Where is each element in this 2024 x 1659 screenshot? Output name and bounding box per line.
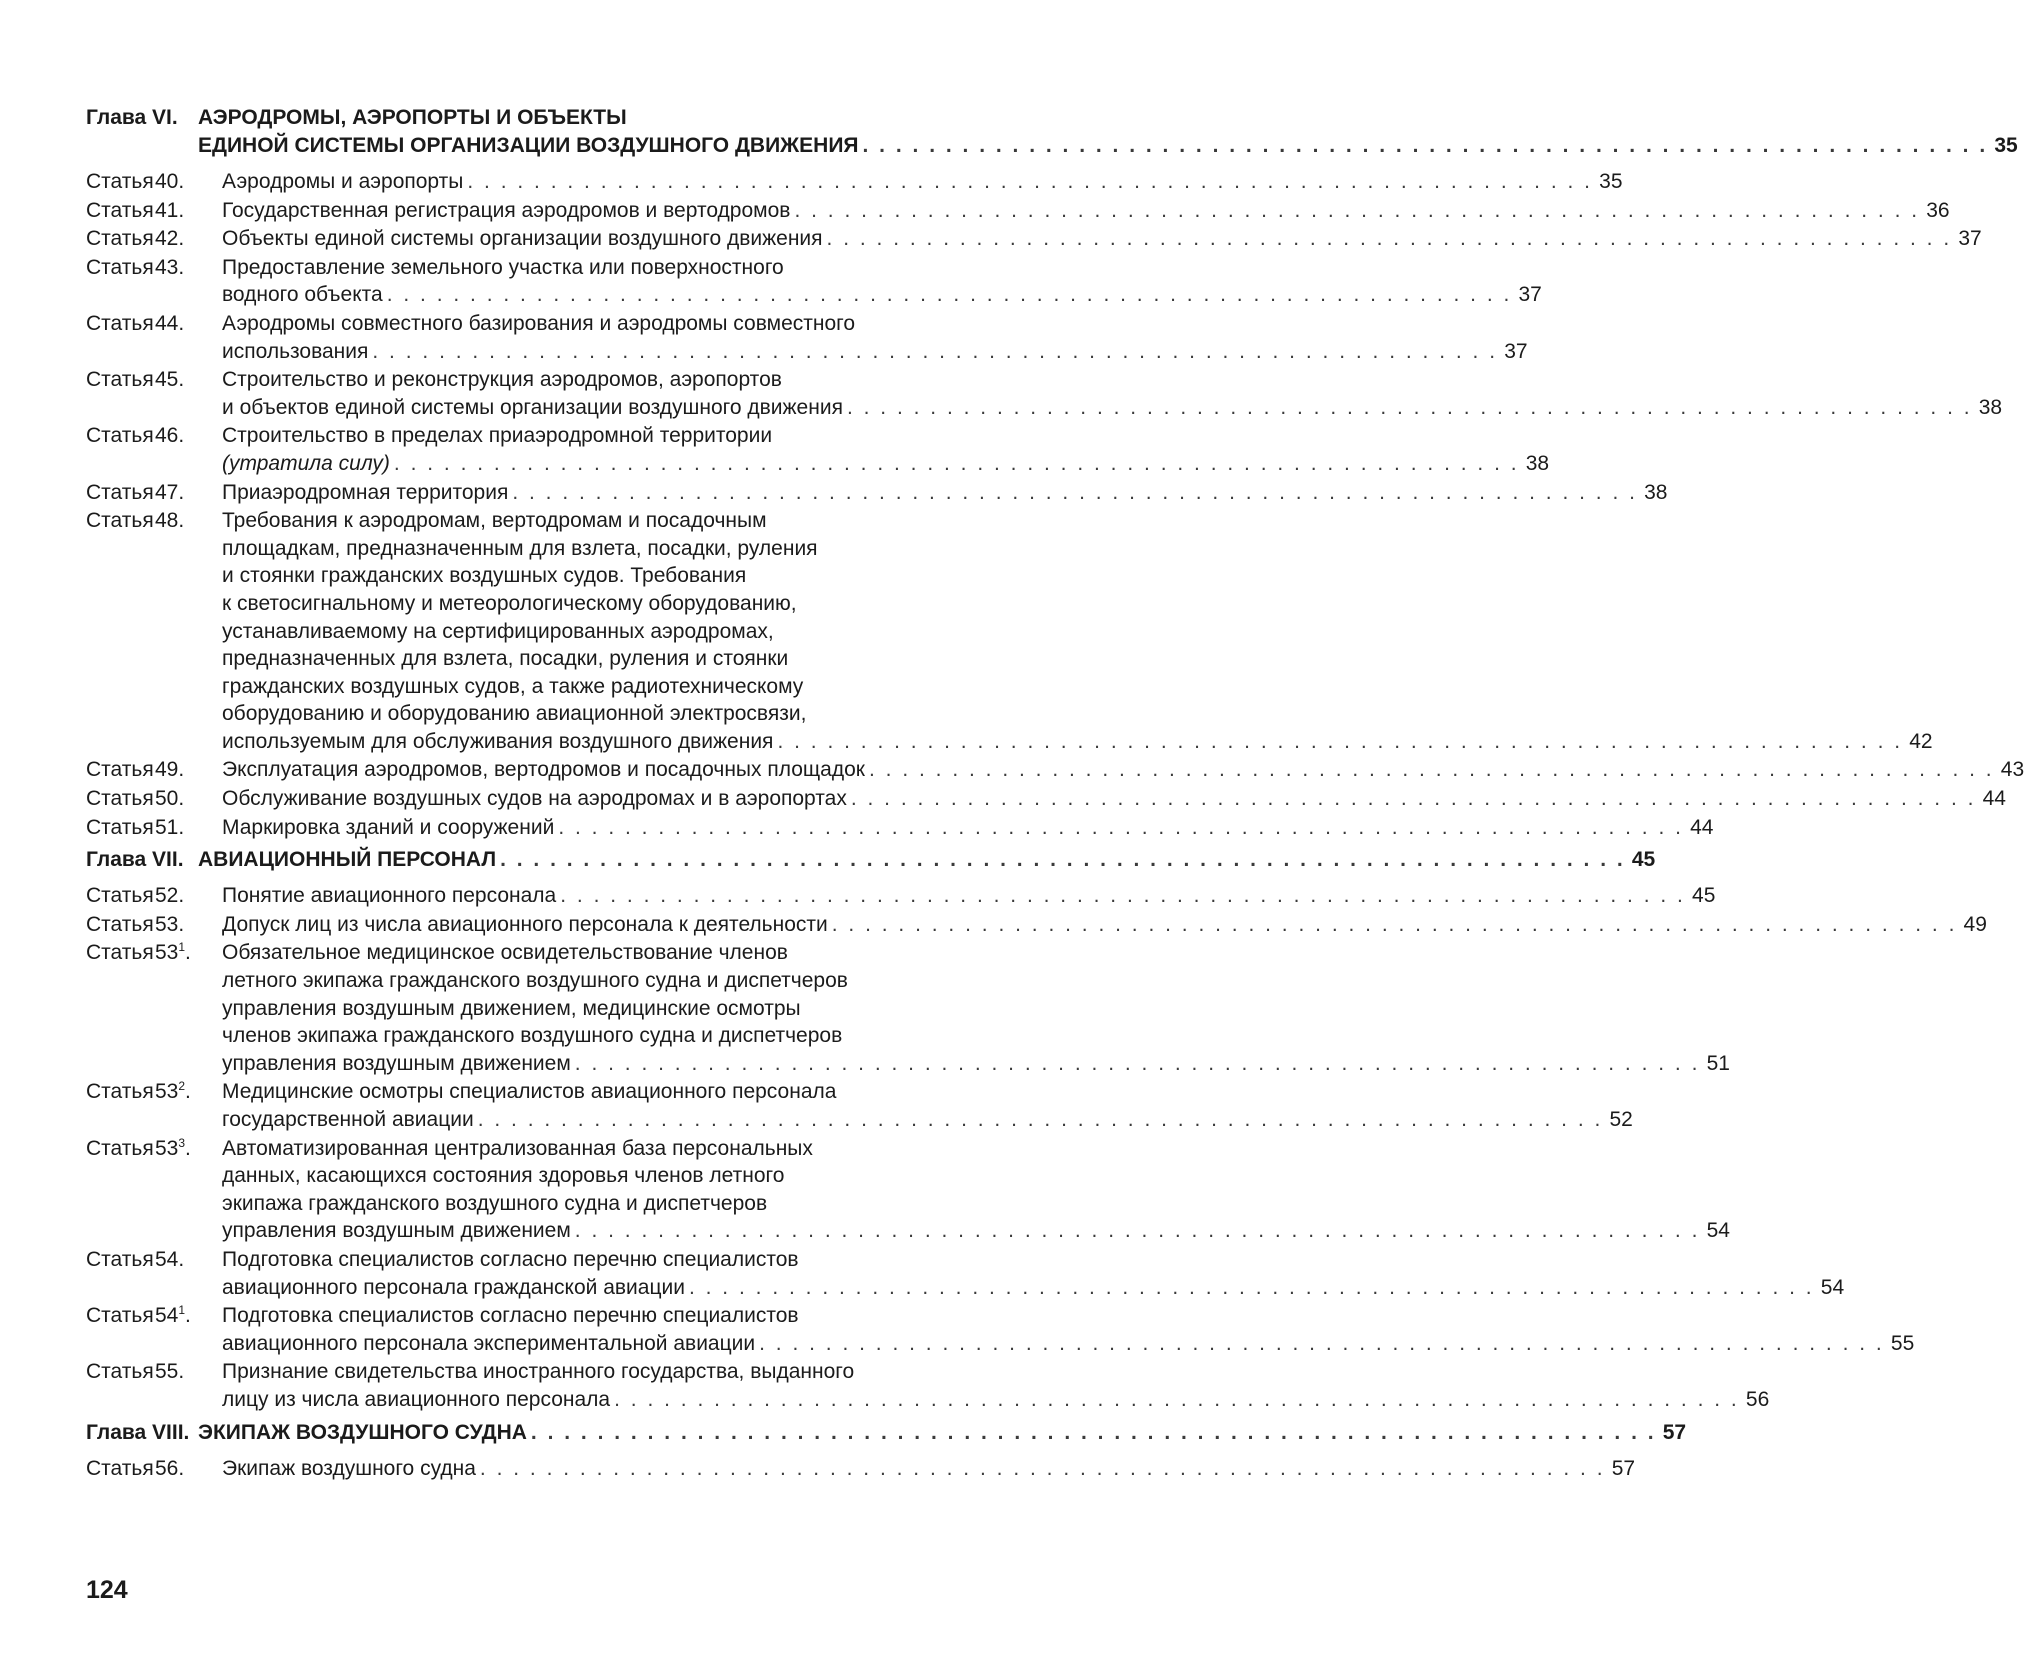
dot-leader: . . . . . . . . . . . . . . . . . . . . . . . . . . . . . . . . . . . . . . . . . . . . . . . . . . . . . . . . . . . . . . . . . . . .	[500, 848, 1626, 872]
article-label	[86, 756, 222, 784]
article-title	[222, 1358, 1769, 1413]
page-reference[interactable]: 37	[1504, 339, 1528, 363]
article-label	[86, 785, 222, 813]
toc-entry[interactable]	[86, 756, 2024, 784]
title-line: Маркировка зданий и сооружений	[222, 815, 555, 839]
article-title	[222, 814, 1713, 842]
article-title	[222, 254, 1542, 309]
chapter-title	[198, 1419, 1686, 1447]
title-line: государственной авиации	[222, 1108, 474, 1131]
title-last-line	[198, 846, 1655, 874]
title-line: экипажа гражданского воздушного судна и диспетчеров	[222, 1191, 768, 1215]
article-label	[86, 422, 222, 450]
title-last-line	[222, 1455, 1635, 1483]
toc-entry[interactable]	[86, 882, 1716, 910]
page-reference[interactable]: 54	[1820, 1275, 1845, 1299]
article-word: Статья	[86, 787, 154, 811]
title-last-line	[222, 728, 1933, 756]
title-line: управления воздушным движением	[222, 1051, 571, 1075]
page-reference[interactable]: 37	[1958, 227, 1982, 251]
article-label	[86, 939, 222, 967]
title-line: Объекты единой системы организации воздушного движения	[222, 227, 823, 251]
title-line: водного объекта	[222, 283, 383, 307]
title-line: управления воздушным движением, медицинские осмотры	[222, 996, 801, 1020]
table-of-contents	[86, 104, 2024, 1483]
title-line: и стоянки гражданских воздушных судов. Требования	[222, 564, 747, 588]
article-title	[222, 939, 1730, 1077]
article-label	[86, 882, 222, 910]
toc-entry[interactable]	[86, 197, 1950, 225]
article-number: 48.	[155, 509, 185, 533]
title-line: членов экипажа гражданского воздушного судна и диспетчеров	[222, 1024, 843, 1048]
toc-entry[interactable]	[86, 168, 1623, 196]
article-title	[222, 168, 1623, 196]
toc-entry[interactable]	[86, 254, 1542, 309]
toc-entry[interactable]	[86, 366, 2003, 421]
article-label	[86, 1358, 222, 1386]
toc-entry[interactable]	[86, 1135, 1730, 1245]
title-line: авиационного персонала гражданской авиации	[222, 1275, 685, 1299]
toc-chapter[interactable]	[86, 846, 1656, 874]
article-label	[86, 479, 222, 507]
dot-leader: . . . . . . . . . . . . . . . . . . . . . . . . . . . . . . . . . . . . . . . . . . . . . . . . . . . . . . . . . . . . . . . . . . . .	[558, 815, 1684, 839]
dot-leader: . . . . . . . . . . . . . . . . . . . . . . . . . . . . . . . . . . . . . . . . . . . . . . . . . . . . . . . . . . . . . . . . . . . .	[467, 170, 1593, 193]
page-reference[interactable]: 44	[1982, 787, 2006, 811]
article-number: 44.	[155, 311, 185, 335]
title-last-line	[222, 197, 1950, 225]
title-last-line	[222, 168, 1623, 196]
article-word: Статья	[86, 170, 154, 193]
dot-leader: . . . . . . . . . . . . . . . . . . . . . . . . . . . . . . . . . . . . . . . . . . . . . . . . . . . . . . . . . . . . . . . . . . . .	[512, 480, 1638, 504]
article-title	[222, 785, 2006, 813]
title-line: ЕДИНОЙ СИСТЕМЫ ОРГАНИЗАЦИИ ВОЗДУШНОГО ДВИЖЕНИЯ	[198, 134, 859, 157]
article-number: 46.	[155, 424, 185, 448]
article-number: 52.	[155, 884, 185, 908]
page-reference[interactable]: 45	[1692, 884, 1716, 908]
page-reference[interactable]: 44	[1690, 815, 1714, 839]
article-title	[222, 882, 1715, 910]
title-last-line	[222, 756, 2024, 784]
article-title	[222, 1302, 1914, 1357]
dot-leader: . . . . . . . . . . . . . . . . . . . . . . . . . . . . . . . . . . . . . . . . . . . . . . . . . . . . . . . . . . . . . . . . . . . .	[688, 1275, 1815, 1299]
title-line: (утратила силу)	[222, 451, 390, 475]
article-word: Статья	[86, 311, 154, 335]
toc-chapter[interactable]	[86, 1419, 1687, 1447]
title-last-line	[222, 785, 2006, 813]
article-number: $53^2$.	[155, 1079, 191, 1104]
article-title	[222, 366, 2002, 421]
page-reference[interactable]: 52	[1609, 1108, 1633, 1131]
title-line: лицу из числа авиационного персонала	[222, 1387, 611, 1411]
article-label	[86, 254, 222, 282]
title-last-line	[222, 225, 1982, 253]
article-title	[222, 1078, 1633, 1133]
page-reference[interactable]: 45	[1631, 848, 1656, 872]
article-title	[222, 225, 1982, 253]
toc-entry[interactable]	[86, 310, 1528, 365]
article-title	[222, 197, 1950, 225]
title-line: АВИАЦИОННЫЙ ПЕРСОНАЛ	[198, 848, 497, 872]
page-reference[interactable]: 43	[2000, 758, 2024, 782]
title-line: Признание свидетельства иностранного государства, выданного	[222, 1360, 855, 1384]
dot-leader: . . . . . . . . . . . . . . . . . . . . . . . . . . . . . . . . . . . . . . . . . . . . . . . . . . . . . . . . . . . . . . . . . . . .	[372, 339, 1498, 363]
page-reference[interactable]: 35	[1994, 134, 2018, 157]
article-label	[86, 366, 222, 394]
article-label	[86, 1455, 222, 1483]
title-line: Понятие авиационного персонала	[222, 884, 557, 908]
article-number: 40.	[155, 170, 185, 193]
chapter-label: Глава VII.	[86, 848, 184, 872]
title-last-line	[222, 1274, 1844, 1302]
title-last-line	[198, 132, 2018, 160]
page-reference[interactable]: 49	[1963, 912, 1987, 936]
title-line: Допуск лиц из числа авиационного персонала к деятельности	[222, 912, 828, 936]
page-reference[interactable]: 56	[1745, 1387, 1770, 1411]
title-last-line	[222, 450, 1549, 478]
article-title	[222, 310, 1528, 365]
dot-leader: . . . . . . . . . . . . . . . . . . . . . . . . . . . . . . . . . . . . . . . . . . . . . . . . . . . . . . . . . . . . . . . . . . . .	[574, 1219, 1700, 1243]
article-word: Статья	[86, 884, 154, 908]
page-reference[interactable]: 36	[1926, 198, 1950, 222]
article-title	[222, 911, 1987, 939]
article-number: $54^1$.	[155, 1303, 191, 1328]
article-word: Статья	[86, 1247, 154, 1271]
article-title	[222, 1246, 1844, 1301]
article-label	[86, 1078, 222, 1106]
article-number: 47.	[155, 480, 185, 504]
title-line: Строительство и реконструкция аэродромов, аэропортов	[222, 368, 782, 392]
title-line: Государственная регистрация аэродромов и вертодромов	[222, 198, 791, 222]
dot-leader: . . . . . . . . . . . . . . . . . . . . . . . . . . . . . . . . . . . . . . . . . . . . . . . . . . . . . . . . . . . . . . . . . . . .	[868, 758, 1995, 782]
toc-entry[interactable]	[86, 911, 1987, 939]
dot-leader: . . . . . . . . . . . . . . . . . . . . . . . . . . . . . . . . . . . . . . . . . . . . . . . . . . . . . . . . . . . . . . . . . . . .	[530, 1420, 1657, 1444]
title-last-line	[222, 281, 1542, 309]
title-line: Обслуживание воздушных судов на аэродромах и в аэропортах	[222, 787, 847, 811]
dot-leader: . . . . . . . . . . . . . . . . . . . . . . . . . . . . . . . . . . . . . . . . . . . . . . . . . . . . . . . . . . . . . . . . . . . .	[393, 451, 1520, 475]
article-number: 42.	[155, 227, 185, 251]
title-line: управления воздушным движением	[222, 1219, 571, 1243]
title-line: Обязательное медицинское освидетельствование членов	[222, 941, 788, 965]
toc-entry[interactable]	[86, 814, 1714, 842]
article-number: 49.	[155, 758, 185, 782]
article-title	[222, 1135, 1730, 1245]
title-line: используемым для обслуживания воздушного движения	[222, 729, 774, 753]
title-last-line	[222, 1386, 1769, 1414]
dot-leader: . . . . . . . . . . . . . . . . . . . . . . . . . . . . . . . . . . . . . . . . . . . . . . . . . . . . . . . . . . . . . . . . . . . .	[826, 227, 1952, 251]
title-last-line	[222, 338, 1528, 366]
article-word: Статья	[86, 912, 154, 936]
article-word: Статья	[86, 368, 154, 392]
article-title	[222, 756, 2024, 784]
article-number: 55.	[155, 1360, 185, 1384]
title-line: к светосигнальному и метеорологическому оборудованию,	[222, 591, 797, 615]
dot-leader: . . . . . . . . . . . . . . . . . . . . . . . . . . . . . . . . . . . . . . . . . . . . . . . . . . . . . . . . . . . . . . . . . . . .	[777, 729, 1903, 753]
article-word: Статья	[86, 255, 154, 279]
article-label	[86, 225, 222, 253]
chapter-label: Глава VI.	[86, 106, 178, 129]
title-line: площадкам, предназначенным для взлета, посадки, руления	[222, 536, 818, 560]
page-reference[interactable]: 57	[1662, 1420, 1687, 1444]
page-reference[interactable]: 55	[1890, 1331, 1915, 1355]
title-line: Приаэродромная территория	[222, 480, 509, 504]
title-line: устанавливаемому на сертифицированных аэродромах,	[222, 619, 774, 643]
toc-entry[interactable]	[86, 479, 1668, 507]
article-number-superscript: 1	[178, 940, 186, 955]
article-label	[86, 814, 222, 842]
title-last-line	[222, 814, 1713, 842]
page-reference[interactable]: 54	[1706, 1219, 1730, 1243]
article-label	[86, 1246, 222, 1274]
dot-leader: . . . . . . . . . . . . . . . . . . . . . . . . . . . . . . . . . . . . . . . . . . . . . . . . . . . . . . . . . . . . . . . . . . . .	[574, 1051, 1700, 1075]
article-title	[222, 479, 1667, 507]
title-last-line	[222, 1330, 1914, 1358]
title-line: Аэродромы и аэропорты	[222, 170, 464, 193]
article-number: 54.	[155, 1247, 185, 1271]
toc-entry[interactable]	[86, 225, 1982, 253]
article-word: Статья	[86, 815, 154, 839]
toc-entry[interactable]	[86, 1302, 1915, 1357]
article-word: Статья	[86, 941, 154, 965]
title-last-line	[222, 1050, 1730, 1078]
title-line: Строительство в пределах приаэродромной территории	[222, 424, 773, 448]
dot-leader: . . . . . . . . . . . . . . . . . . . . . . . . . . . . . . . . . . . . . . . . . . . . . . . . . . . . . . . . . . . . . . . . . . . .	[846, 395, 1973, 419]
page-number: 124	[86, 1576, 128, 1604]
title-line: Предоставление земельного участка или поверхностного	[222, 255, 784, 279]
article-label	[86, 507, 222, 535]
article-word: Статья	[86, 1136, 154, 1160]
toc-entry[interactable]	[86, 1455, 1636, 1483]
dot-leader: . . . . . . . . . . . . . . . . . . . . . . . . . . . . . . . . . . . . . . . . . . . . . . . . . . . . . . . . . . . . . . . . . . . .	[831, 912, 1957, 936]
article-word: Статья	[86, 1304, 154, 1328]
article-number: $53^3$.	[155, 1135, 191, 1160]
chapter-label: Глава VIII.	[86, 1420, 190, 1444]
toc-entry[interactable]	[86, 939, 1730, 1077]
toc-chapter[interactable]	[86, 104, 2018, 160]
title-line: летного экипажа гражданского воздушного судна и диспетчеров	[222, 969, 848, 993]
article-word: Статья	[86, 424, 154, 448]
toc-entry[interactable]	[86, 1358, 1770, 1413]
article-number-superscript: 2	[178, 1079, 186, 1094]
article-word: Статья	[86, 758, 154, 782]
dot-leader: . . . . . . . . . . . . . . . . . . . . . . . . . . . . . . . . . . . . . . . . . . . . . . . . . . . . . . . . . . . . . . . . . . . .	[850, 787, 1976, 811]
article-word: Статья	[86, 1360, 154, 1384]
article-number: 53.	[155, 912, 185, 936]
title-last-line	[222, 1106, 1633, 1134]
title-last-line	[222, 1217, 1730, 1245]
article-title	[222, 1455, 1635, 1483]
dot-leader: . . . . . . . . . . . . . . . . . . . . . . . . . . . . . . . . . . . . . . . . . . . . . . . . . . . . . . . . . . . . . . . . . . . .	[794, 198, 1920, 222]
article-number: 43.	[155, 255, 185, 279]
chapter-title	[198, 846, 1655, 874]
page-reference[interactable]: 38	[1525, 451, 1550, 475]
dot-leader: . . . . . . . . . . . . . . . . . . . . . . . . . . . . . . . . . . . . . . . . . . . . . . . . . . . . . . . . . . . . . . . . . . . .	[386, 283, 1512, 307]
title-line: ЭКИПАЖ ВОЗДУШНОГО СУДНА	[198, 1420, 527, 1444]
toc-entry[interactable]	[86, 1246, 1845, 1301]
article-number: 51.	[155, 815, 185, 839]
article-number: $53^1$.	[155, 940, 191, 965]
dot-leader: . . . . . . . . . . . . . . . . . . . . . . . . . . . . . . . . . . . . . . . . . . . . . . . . . . . . . . . . . . . . . . . . . . . .	[862, 134, 1988, 157]
article-word: Статья	[86, 198, 154, 222]
page-reference[interactable]: 42	[1909, 729, 1933, 753]
page-reference[interactable]: 57	[1611, 1456, 1636, 1480]
dot-leader: . . . . . . . . . . . . . . . . . . . . . . . . . . . . . . . . . . . . . . . . . . . . . . . . . . . . . . . . . . . . . . . . . . . .	[479, 1456, 1606, 1480]
title-last-line	[198, 1419, 1686, 1447]
toc-entry[interactable]	[86, 422, 1550, 477]
article-word: Статья	[86, 1456, 154, 1480]
article-label	[86, 1302, 222, 1330]
article-number-superscript: 1	[178, 1303, 186, 1318]
page-reference[interactable]: 38	[1978, 395, 2003, 419]
article-label	[86, 310, 222, 338]
title-line: авиационного персонала экспериментальной авиации	[222, 1331, 756, 1355]
title-line: данных, касающихся состояния здоровья членов летного	[222, 1164, 785, 1188]
article-label	[86, 168, 222, 196]
title-line: оборудованию и оборудованию авиационной электросвязи,	[222, 702, 807, 726]
title-line: предназначенных для взлета, посадки, руления и стоянки	[222, 647, 789, 671]
title-line: Аэродромы совместного базирования и аэродромы совместного	[222, 311, 856, 335]
dot-leader: . . . . . . . . . . . . . . . . . . . . . . . . . . . . . . . . . . . . . . . . . . . . . . . . . . . . . . . . . . . . . . . . . . . .	[560, 884, 1686, 908]
title-last-line	[222, 394, 2002, 422]
page-reference[interactable]: 38	[1644, 480, 1668, 504]
page-reference[interactable]: 35	[1599, 170, 1623, 193]
article-number: 56.	[155, 1456, 185, 1480]
title-line: Медицинские осмотры специалистов авиационного персонала	[222, 1080, 837, 1104]
article-label	[86, 1135, 222, 1163]
article-number: 50.	[155, 787, 185, 811]
title-line: Автоматизированная централизованная база персональных	[222, 1136, 813, 1160]
chapter-title	[198, 104, 2018, 160]
title-line: использования	[222, 339, 369, 363]
article-label	[86, 911, 222, 939]
article-number: 41.	[155, 198, 185, 222]
article-title	[222, 422, 1549, 477]
title-line: Эксплуатация аэродромов, вертодромов и посадочных площадок	[222, 758, 865, 782]
article-label	[86, 197, 222, 225]
dot-leader: . . . . . . . . . . . . . . . . . . . . . . . . . . . . . . . . . . . . . . . . . . . . . . . . . . . . . . . . . . . . . . . . . . . .	[477, 1108, 1603, 1131]
article-title	[222, 507, 1933, 755]
article-number-superscript: 3	[178, 1135, 186, 1150]
title-last-line	[222, 479, 1667, 507]
title-last-line	[222, 911, 1987, 939]
title-line: Требования к аэродромам, вертодромам и посадочным	[222, 509, 767, 533]
page-reference[interactable]: 51	[1706, 1051, 1730, 1075]
title-line: гражданских воздушных судов, а также радиотехническому	[222, 674, 804, 698]
article-number: 45.	[155, 368, 185, 392]
title-line: и объектов единой системы организации воздушного движения	[222, 395, 843, 419]
title-last-line	[222, 882, 1715, 910]
dot-leader: . . . . . . . . . . . . . . . . . . . . . . . . . . . . . . . . . . . . . . . . . . . . . . . . . . . . . . . . . . . . . . . . . . . .	[614, 1387, 1740, 1411]
toc-entry[interactable]	[86, 785, 2006, 813]
article-word: Статья	[86, 1080, 154, 1104]
article-word: Статья	[86, 509, 154, 533]
title-line: Экипаж воздушного судна	[222, 1456, 476, 1480]
article-word: Статья	[86, 480, 154, 504]
title-line: Подготовка специалистов согласно перечню специалистов	[222, 1247, 799, 1271]
dot-leader: . . . . . . . . . . . . . . . . . . . . . . . . . . . . . . . . . . . . . . . . . . . . . . . . . . . . . . . . . . . . . . . . . . . .	[759, 1331, 1885, 1355]
article-word: Статья	[86, 227, 154, 251]
toc-entry[interactable]	[86, 1078, 1633, 1133]
title-line: Подготовка специалистов согласно перечню специалистов	[222, 1304, 799, 1328]
page-reference[interactable]: 37	[1518, 283, 1542, 307]
toc-entry[interactable]	[86, 507, 1933, 755]
title-line: АЭРОДРОМЫ, АЭРОПОРТЫ И ОБЪЕКТЫ	[198, 106, 627, 129]
